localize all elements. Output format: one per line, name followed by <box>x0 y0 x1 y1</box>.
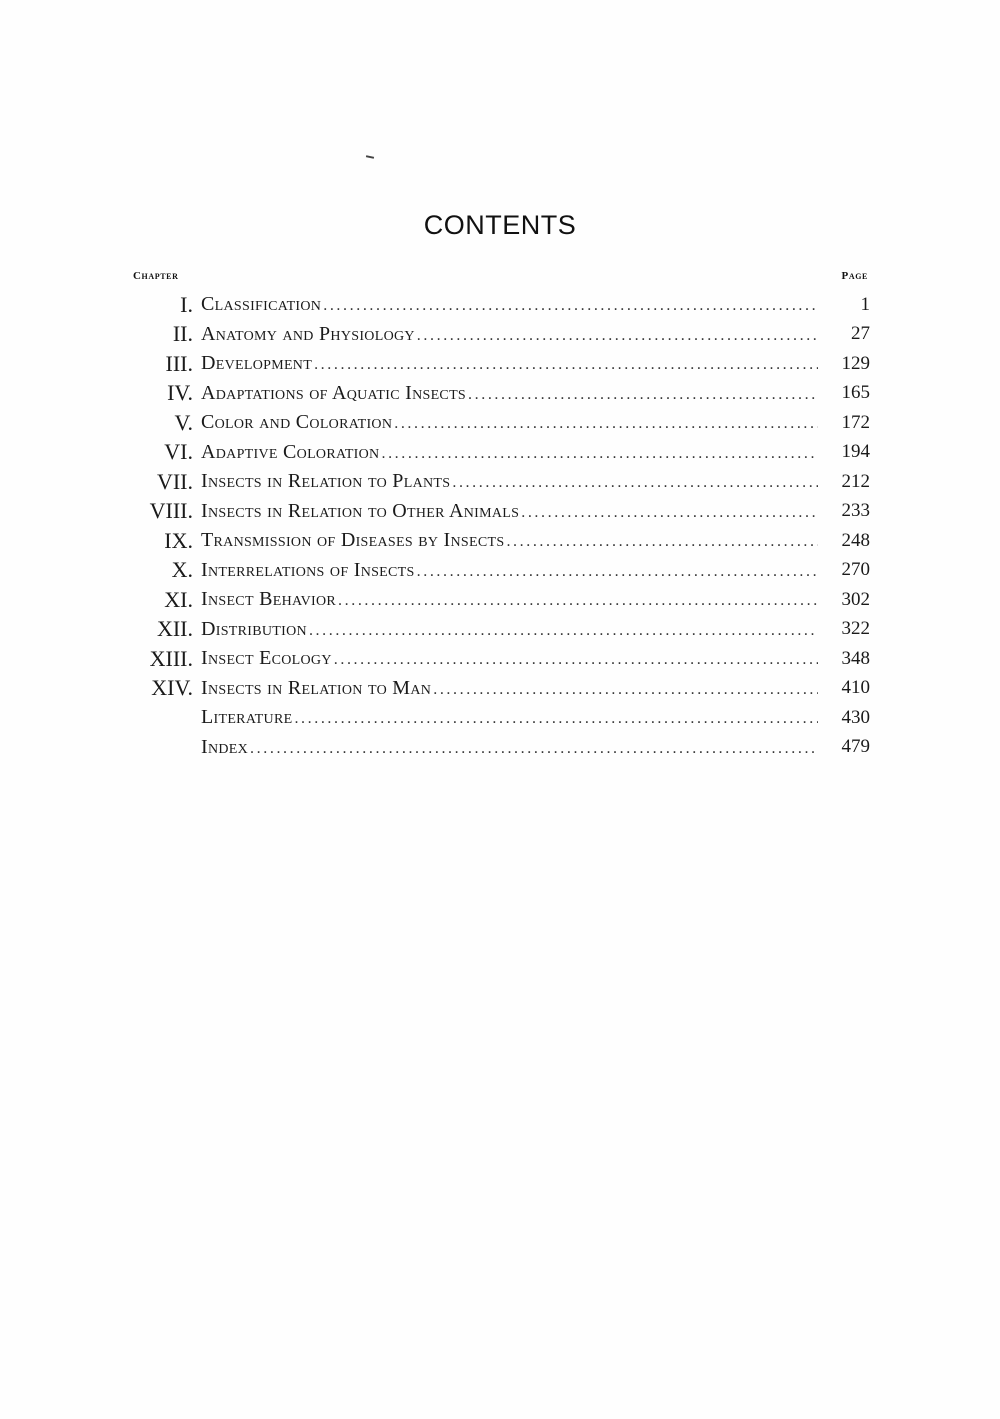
toc-entry[interactable] <box>130 349 870 379</box>
toc-entry[interactable] <box>130 615 870 645</box>
chapter-number: IX. <box>164 527 193 553</box>
dot-leader <box>294 710 818 728</box>
toc-entry[interactable] <box>130 644 870 674</box>
toc-entry[interactable] <box>130 733 870 763</box>
page-column-header: Page <box>841 270 868 282</box>
chapter-title: Insect Ecology <box>201 647 332 670</box>
chapter-title: Classification <box>201 293 322 316</box>
chapter-title: Anatomy and Physiology <box>201 322 415 345</box>
chapter-title: Transmission of Diseases by Insects <box>201 529 505 552</box>
chapter-number: VII. <box>156 468 193 494</box>
dot-leader <box>314 356 818 374</box>
chapter-number: V. <box>174 409 193 435</box>
chapter-number: VIII. <box>149 498 193 524</box>
page-number: 430 <box>841 706 870 728</box>
chapter-title: Insect Behavior <box>201 588 337 611</box>
page-number: 302 <box>841 588 870 610</box>
dot-leader <box>433 681 818 699</box>
toc-entry[interactable] <box>130 674 870 704</box>
chapter-number: XII. <box>156 616 193 642</box>
dot-leader <box>309 622 818 640</box>
page-number: 479 <box>841 736 870 758</box>
toc-entry[interactable] <box>130 379 870 409</box>
toc-entry[interactable] <box>130 467 870 497</box>
chapter-title: Adaptations of Aquatic Insects <box>201 381 467 404</box>
chapter-title: Insects in Relation to Plants <box>201 470 451 493</box>
chapter-title: Insects in Relation to Other Animals <box>201 499 520 522</box>
toc-entry[interactable] <box>130 526 870 556</box>
page-title: CONTENTS <box>423 210 577 240</box>
page-number: 248 <box>841 529 870 551</box>
chapter-title: Insects in Relation to Man <box>201 676 432 699</box>
page-number: 129 <box>841 352 870 374</box>
page-number: 194 <box>841 441 870 463</box>
toc-entry[interactable] <box>130 585 870 615</box>
chapter-number: VI. <box>164 439 193 465</box>
page-number: 322 <box>841 618 870 640</box>
chapter-number: IV. <box>167 380 193 406</box>
dot-leader <box>323 297 818 315</box>
chapter-title: Interrelations of Insects <box>201 558 415 581</box>
dot-leader <box>417 327 818 345</box>
stray-ink-mark <box>366 155 374 159</box>
toc-entry[interactable] <box>130 438 870 468</box>
chapter-number: III. <box>165 350 193 376</box>
page-number: 348 <box>841 647 870 669</box>
page-number: 1 <box>860 293 870 315</box>
chapter-title: Development <box>201 352 313 375</box>
page-number: 270 <box>841 559 870 581</box>
page-number: 212 <box>841 470 870 492</box>
toc-entry[interactable] <box>130 556 870 586</box>
chapter-number: XIV. <box>151 675 193 701</box>
chapter-number: II. <box>172 321 193 347</box>
chapter-column-header: Chapter <box>133 270 179 282</box>
dot-leader <box>468 386 818 404</box>
toc-entry[interactable] <box>130 703 870 733</box>
page-number: 27 <box>851 323 870 345</box>
dot-leader <box>338 592 818 610</box>
chapter-title: Index <box>201 735 249 758</box>
dot-leader <box>452 474 818 492</box>
dot-leader <box>334 651 818 669</box>
chapter-number: XI. <box>164 586 193 612</box>
toc-entry[interactable] <box>130 497 870 527</box>
page-number: 410 <box>841 677 870 699</box>
chapter-number: XIII. <box>149 645 193 671</box>
chapter-number: I. <box>180 291 193 317</box>
dot-leader <box>250 740 818 758</box>
toc-entry[interactable] <box>130 320 870 350</box>
dot-leader <box>417 563 818 581</box>
dot-leader <box>521 504 818 522</box>
chapter-title: Literature <box>201 706 293 729</box>
dot-leader <box>506 533 818 551</box>
chapter-title: Adaptive Coloration <box>201 440 380 463</box>
dot-leader <box>381 445 818 463</box>
chapter-title: Color and Coloration <box>201 411 393 434</box>
chapter-title: Distribution <box>201 617 307 640</box>
dot-leader <box>394 415 818 433</box>
toc-entry[interactable] <box>130 408 870 438</box>
toc-entry[interactable] <box>130 290 870 320</box>
table-of-contents <box>130 290 870 762</box>
page-number: 172 <box>841 411 870 433</box>
page-number: 233 <box>841 500 870 522</box>
page-number: 165 <box>841 382 870 404</box>
chapter-number: X. <box>171 557 193 583</box>
